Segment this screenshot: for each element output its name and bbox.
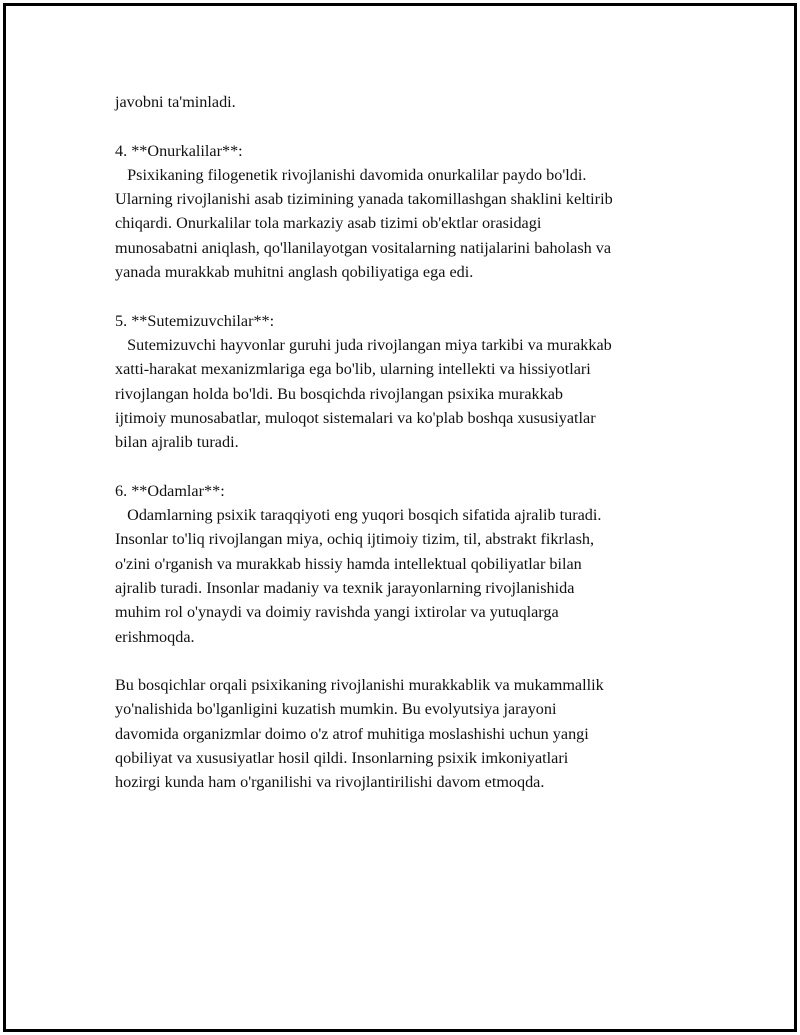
paragraph-line: o'zini o'rganish va murakkab hissiy hamda intellektual qobiliyatlar bilan <box>115 554 582 573</box>
paragraph-line: Psixikaning filogenetik rivojlanishi davomida onurkalilar paydo bo'ldi. <box>115 165 587 184</box>
paragraph-line: chiqardi. Onurkalilar tola markaziy asab tizimi ob'ektlar orasidagi <box>115 214 542 233</box>
paragraph-line: rivojlangan holda bo'ldi. Bu bosqichda rivojlangan psixika murakkab <box>115 384 563 403</box>
paragraph-gap <box>115 114 695 138</box>
paragraph-line: xatti-harakat mexanizmlariga ega bo'lib, ularning intellekti va hissiyotlari <box>115 360 591 379</box>
conclusion-line: davomida organizmlar doimo o'z atrof muhitiga moslashishi uchun yangi <box>115 724 589 743</box>
conclusion-line: qobiliyat va xususiyatlar hosil qildi. Insonlarning psixik imkoniyatlari <box>115 749 569 768</box>
paragraph-line: yanada murakkab muhitni anglash qobiliyatiga ega edi. <box>115 263 474 282</box>
intro-continuation: javobni ta'minladi. <box>115 93 236 111</box>
paragraph-line: erishmoqda. <box>115 627 195 646</box>
document-body <box>115 90 695 795</box>
paragraph-line: bilan ajralib turadi. <box>115 433 239 452</box>
paragraph-line: Odamlarning psixik taraqqiyoti eng yuqori bosqich sifatida ajralib turadi. <box>115 506 602 525</box>
conclusion-line: yo'nalishida bo'lganligini kuzatish mumkin. Bu evolyutsiya jarayoni <box>115 700 557 719</box>
conclusion-line: Bu bosqichlar orqali psixikaning rivojlanishi murakkablik va mukammallik <box>115 676 604 695</box>
conclusion-line: hozirgi kunda ham o'rganilishi va rivojlantirilishi davom etmoqda. <box>115 773 545 792</box>
section-heading-odamlar: 6. **Odamlar**: <box>115 481 225 500</box>
paragraph-gap <box>115 284 695 308</box>
section-heading-onurkalilar: 4. **Onurkalilar**: <box>115 141 243 160</box>
paragraph-gap <box>115 649 695 673</box>
paragraph-line: Ularning rivojlanishi asab tizimining yanada takomillashgan shaklini keltirib <box>115 190 613 209</box>
paragraph-line: ajralib turadi. Insonlar madaniy va texnik jarayonlarning rivojlanishida <box>115 578 575 597</box>
paragraph-line: ijtimoiy munosabatlar, muloqot sistemalari va ko'plab boshqa xususiyatlar <box>115 408 596 427</box>
section-heading-sutemizuvchilar: 5. **Sutemizuvchilar**: <box>115 311 275 330</box>
paragraph-line: Sutemizuvchi hayvonlar guruhi juda rivojlangan miya tarkibi va murakkab <box>115 335 612 354</box>
paragraph-line: muhim rol o'ynaydi va doimiy ravishda yangi ixtirolar va yutuqlarga <box>115 603 559 622</box>
paragraph-line: munosabatni aniqlash, qo'llanilayotgan vositalarning natijalarini baholash va <box>115 238 612 257</box>
paragraph-line: Insonlar to'liq rivojlangan miya, ochiq ijtimoiy tizim, til, abstrakt fikrlash, <box>115 530 595 549</box>
paragraph-gap <box>115 454 695 478</box>
